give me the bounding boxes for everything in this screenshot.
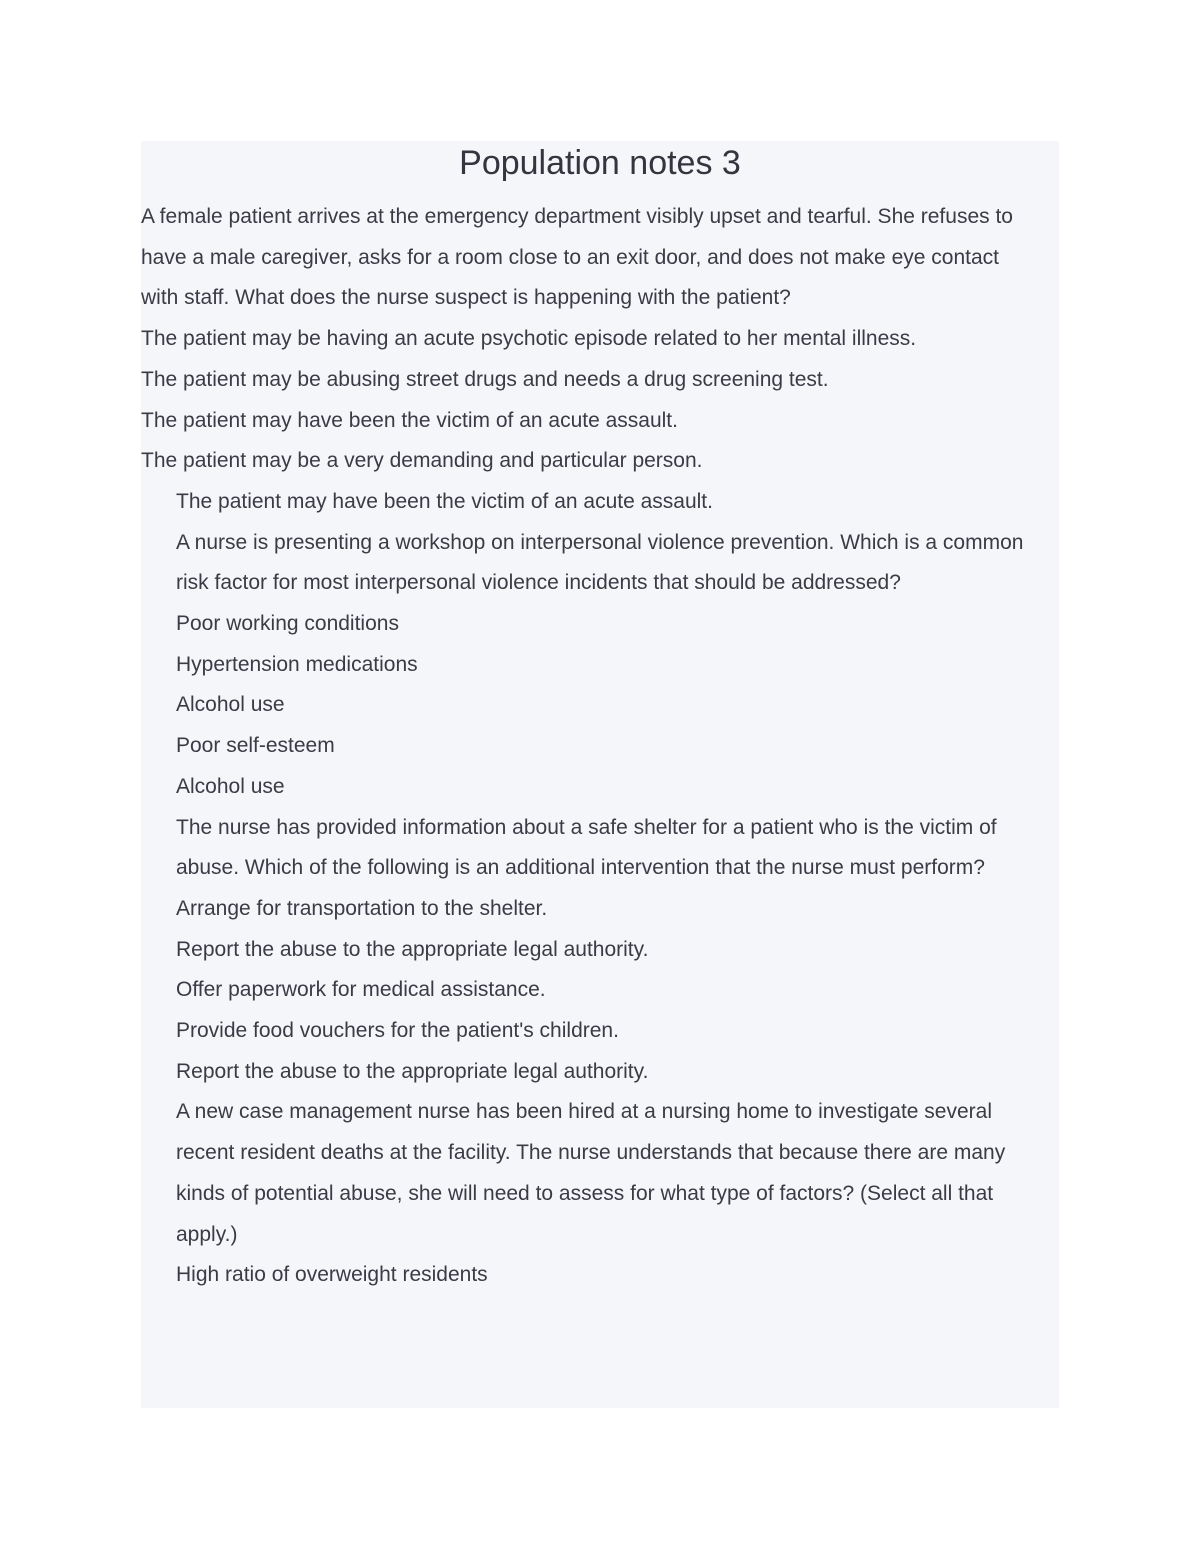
question-4-text: A new case management nurse has been hired at a nursing home to investigate several recent resident deaths at the facility. The nurse understands that because there are many kinds of potential abuse, she will need to assess for what type of factors? (Select all that apply.) [176, 1100, 1006, 1246]
question-2-answer: Alcohol use [176, 774, 285, 798]
question-3-option-4: Provide food vouchers for the patient's children. [176, 1019, 619, 1043]
question-2-option-2: Hypertension medications [176, 652, 418, 676]
question-3-answer: Report the abuse to the appropriate legal authority. [176, 1059, 649, 1083]
question-1-option-1: The patient may be having an acute psychotic episode related to her mental illness. [141, 327, 917, 351]
document-title: Population notes 3 [459, 144, 741, 182]
question-3-option-1: Arrange for transportation to the shelter. [176, 896, 548, 920]
question-1-text: A female patient arrives at the emergency department visibly upset and tearful. She refuses to have a male caregiver, asks for a room close to an exit door, and does not make eye contact with staff. What does the nurse suspect is happening with the patient? [141, 205, 1013, 310]
question-1-answer: The patient may have been the victim of an acute assault. [176, 489, 713, 513]
question-3-text: The nurse has provided information about a safe shelter for a patient who is the victim of abuse. Which of the following is an additional intervention that the nurse must perform? [176, 815, 997, 880]
question-2-text: A nurse is presenting a workshop on interpersonal violence prevention. Which is a common risk factor for most interpersonal violence incidents that should be addressed? [176, 530, 1024, 595]
question-2-option-4: Poor self-esteem [176, 734, 335, 758]
question-1-option-2: The patient may be abusing street drugs and needs a drug screening test. [141, 367, 829, 391]
question-4-option-1: High ratio of overweight residents [176, 1263, 488, 1287]
question-1-option-3: The patient may have been the victim of an acute assault. [141, 408, 678, 432]
question-1-option-4: The patient may be a very demanding and particular person. [141, 449, 703, 473]
document-content [141, 141, 1059, 1408]
question-3-option-2: Report the abuse to the appropriate legal authority. [176, 937, 649, 961]
question-2-option-3: Alcohol use [176, 693, 285, 717]
question-3-option-3: Offer paperwork for medical assistance. [176, 978, 546, 1002]
question-2-option-1: Poor working conditions [176, 612, 399, 636]
